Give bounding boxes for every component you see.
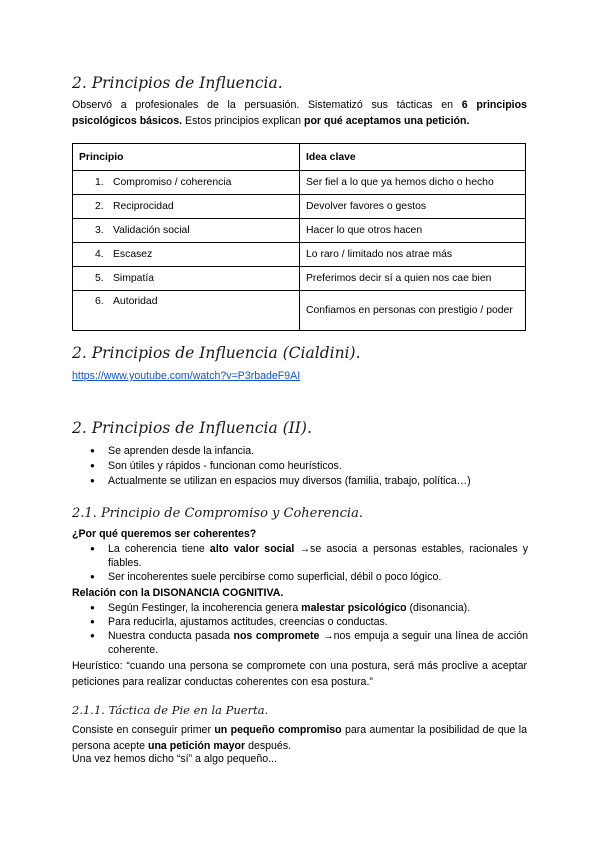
text: →nos empuja a seguir una línea de acción coherente. — [108, 630, 529, 656]
pie-puerta-paragraph — [72, 722, 527, 754]
table-cell-principle — [73, 171, 300, 195]
intro-bold-1: 6 principios psicológicos básicos. — [72, 99, 527, 127]
bold-text: malestar psicológico — [301, 602, 407, 614]
principles-table — [72, 143, 526, 331]
list-item: ● Para reducirla, ajustamos actitudes, creencias o conductas. — [90, 615, 528, 629]
disonancia-heading — [72, 586, 283, 600]
table-row — [73, 219, 526, 243]
intro-text-2: Estos principios explican — [182, 115, 304, 127]
disonancia-text: Relación con la DISONANCIA COGNITIVA. — [72, 587, 284, 599]
pie-puerta-line: Una vez hemos dicho “sí” a algo pequeño... — [72, 753, 277, 765]
principle-name: Validación social — [113, 225, 190, 236]
table-cell-idea: Devolver favores o gestos — [300, 195, 526, 219]
table-row — [73, 195, 526, 219]
table-cell-idea: Hacer lo que otros hacen — [300, 219, 526, 243]
row-number: 3. — [95, 225, 104, 236]
bullet-list-disonancia — [90, 601, 528, 657]
intro-text-1: Observó a profesionales de la persuasión. Sistematizó sus tácticas en — [72, 99, 462, 111]
text: Consiste en conseguir primer — [72, 724, 215, 736]
table-cell-principle — [73, 219, 300, 243]
text: (disonancia). — [406, 602, 471, 614]
row-number: 4. — [95, 249, 104, 260]
principle-name: Autoridad — [113, 296, 158, 307]
table-header-row — [73, 144, 526, 171]
table-cell-principle — [73, 195, 300, 219]
table-cell-idea: Confiamos en personas con prestigio / poder — [300, 291, 526, 331]
principle-name: Compromiso / coherencia — [113, 177, 232, 188]
table-header-idea: Idea clave — [300, 144, 526, 171]
table-header-principio: Principio — [73, 144, 300, 171]
list-item — [90, 629, 528, 657]
table-cell-principle — [73, 291, 300, 331]
youtube-link[interactable]: https://www.youtube.com/watch?v=P3rbadeF9AI — [72, 370, 301, 382]
bold-text: un pequeño compromiso — [214, 724, 342, 736]
section-title-principios-ii: 2. Principios de Influencia (II). — [72, 419, 312, 437]
text: La coherencia tiene — [108, 543, 210, 555]
list-item: ● Actualmente se utilizan en espacios muy diversos (familia, trabajo, política…) — [90, 474, 528, 488]
section-title-cialdini: 2. Principios de Influencia (Cialdini). — [72, 344, 361, 362]
table-row — [73, 267, 526, 291]
row-number: 1. — [95, 177, 104, 188]
subsection-title-compromiso: 2.1. Principio de Compromiso y Coherencia. — [72, 506, 363, 521]
intro-paragraph — [72, 97, 527, 129]
intro-bold-2: por qué aceptamos una petición. — [303, 115, 470, 127]
row-number: 6. — [95, 296, 104, 307]
text: para aumentar la posibilidad de que la persona acepte — [72, 724, 527, 752]
list-item: ● Se aprenden desde la infancia. — [90, 444, 528, 458]
bold-text: alto valor social — [209, 543, 295, 555]
text: Nuestra conducta pasada — [108, 630, 234, 642]
list-item: ● Son útiles y rápidos - funcionan como heurísticos. — [90, 459, 528, 473]
text: →se asocia a personas estables, racionales y fiables. — [108, 543, 528, 569]
text: Según Festinger, la incoherencia genera — [108, 602, 302, 614]
section-title-principios: 2. Principios de Influencia. — [72, 74, 283, 92]
bold-text: una petición mayor — [147, 740, 246, 752]
table-row — [73, 171, 526, 195]
question-text: ¿Por qué queremos ser coherentes? — [72, 528, 257, 540]
row-number: 5. — [95, 273, 104, 284]
bold-text: nos compromete — [233, 630, 320, 642]
table-cell-idea: Ser fiel a lo que ya hemos dicho o hecho — [300, 171, 526, 195]
question-coherentes — [72, 527, 256, 541]
table-cell-idea: Preferimos decir sí a quien nos cae bien — [300, 267, 526, 291]
heuristic-paragraph: Heurístico: “cuando una persona se compromete con una postura, será más proclive a aceptar peticiones para realizar conductas coherentes con esa postura.” — [72, 660, 527, 688]
row-number: 2. — [95, 201, 104, 212]
principle-name: Escasez — [113, 249, 153, 260]
bullet-list-coherencia — [90, 542, 528, 584]
bullet-list-ii — [90, 444, 528, 488]
principle-name: Simpatía — [113, 273, 155, 284]
table-cell-principle — [73, 267, 300, 291]
list-item — [90, 542, 528, 570]
table-row — [73, 291, 526, 331]
principle-name: Reciprocidad — [113, 201, 174, 212]
table-row — [73, 243, 526, 267]
table-cell-idea: Lo raro / limitado nos atrae más — [300, 243, 526, 267]
table-cell-principle — [73, 243, 300, 267]
list-item: ● Ser incoherentes suele percibirse como superficial, débil o poco lógico. — [90, 570, 528, 584]
subsection-title-pie-puerta: 2.1.1. Táctica de Pie en la Puerta. — [72, 703, 269, 717]
text: después. — [245, 740, 292, 752]
list-item — [90, 601, 528, 615]
